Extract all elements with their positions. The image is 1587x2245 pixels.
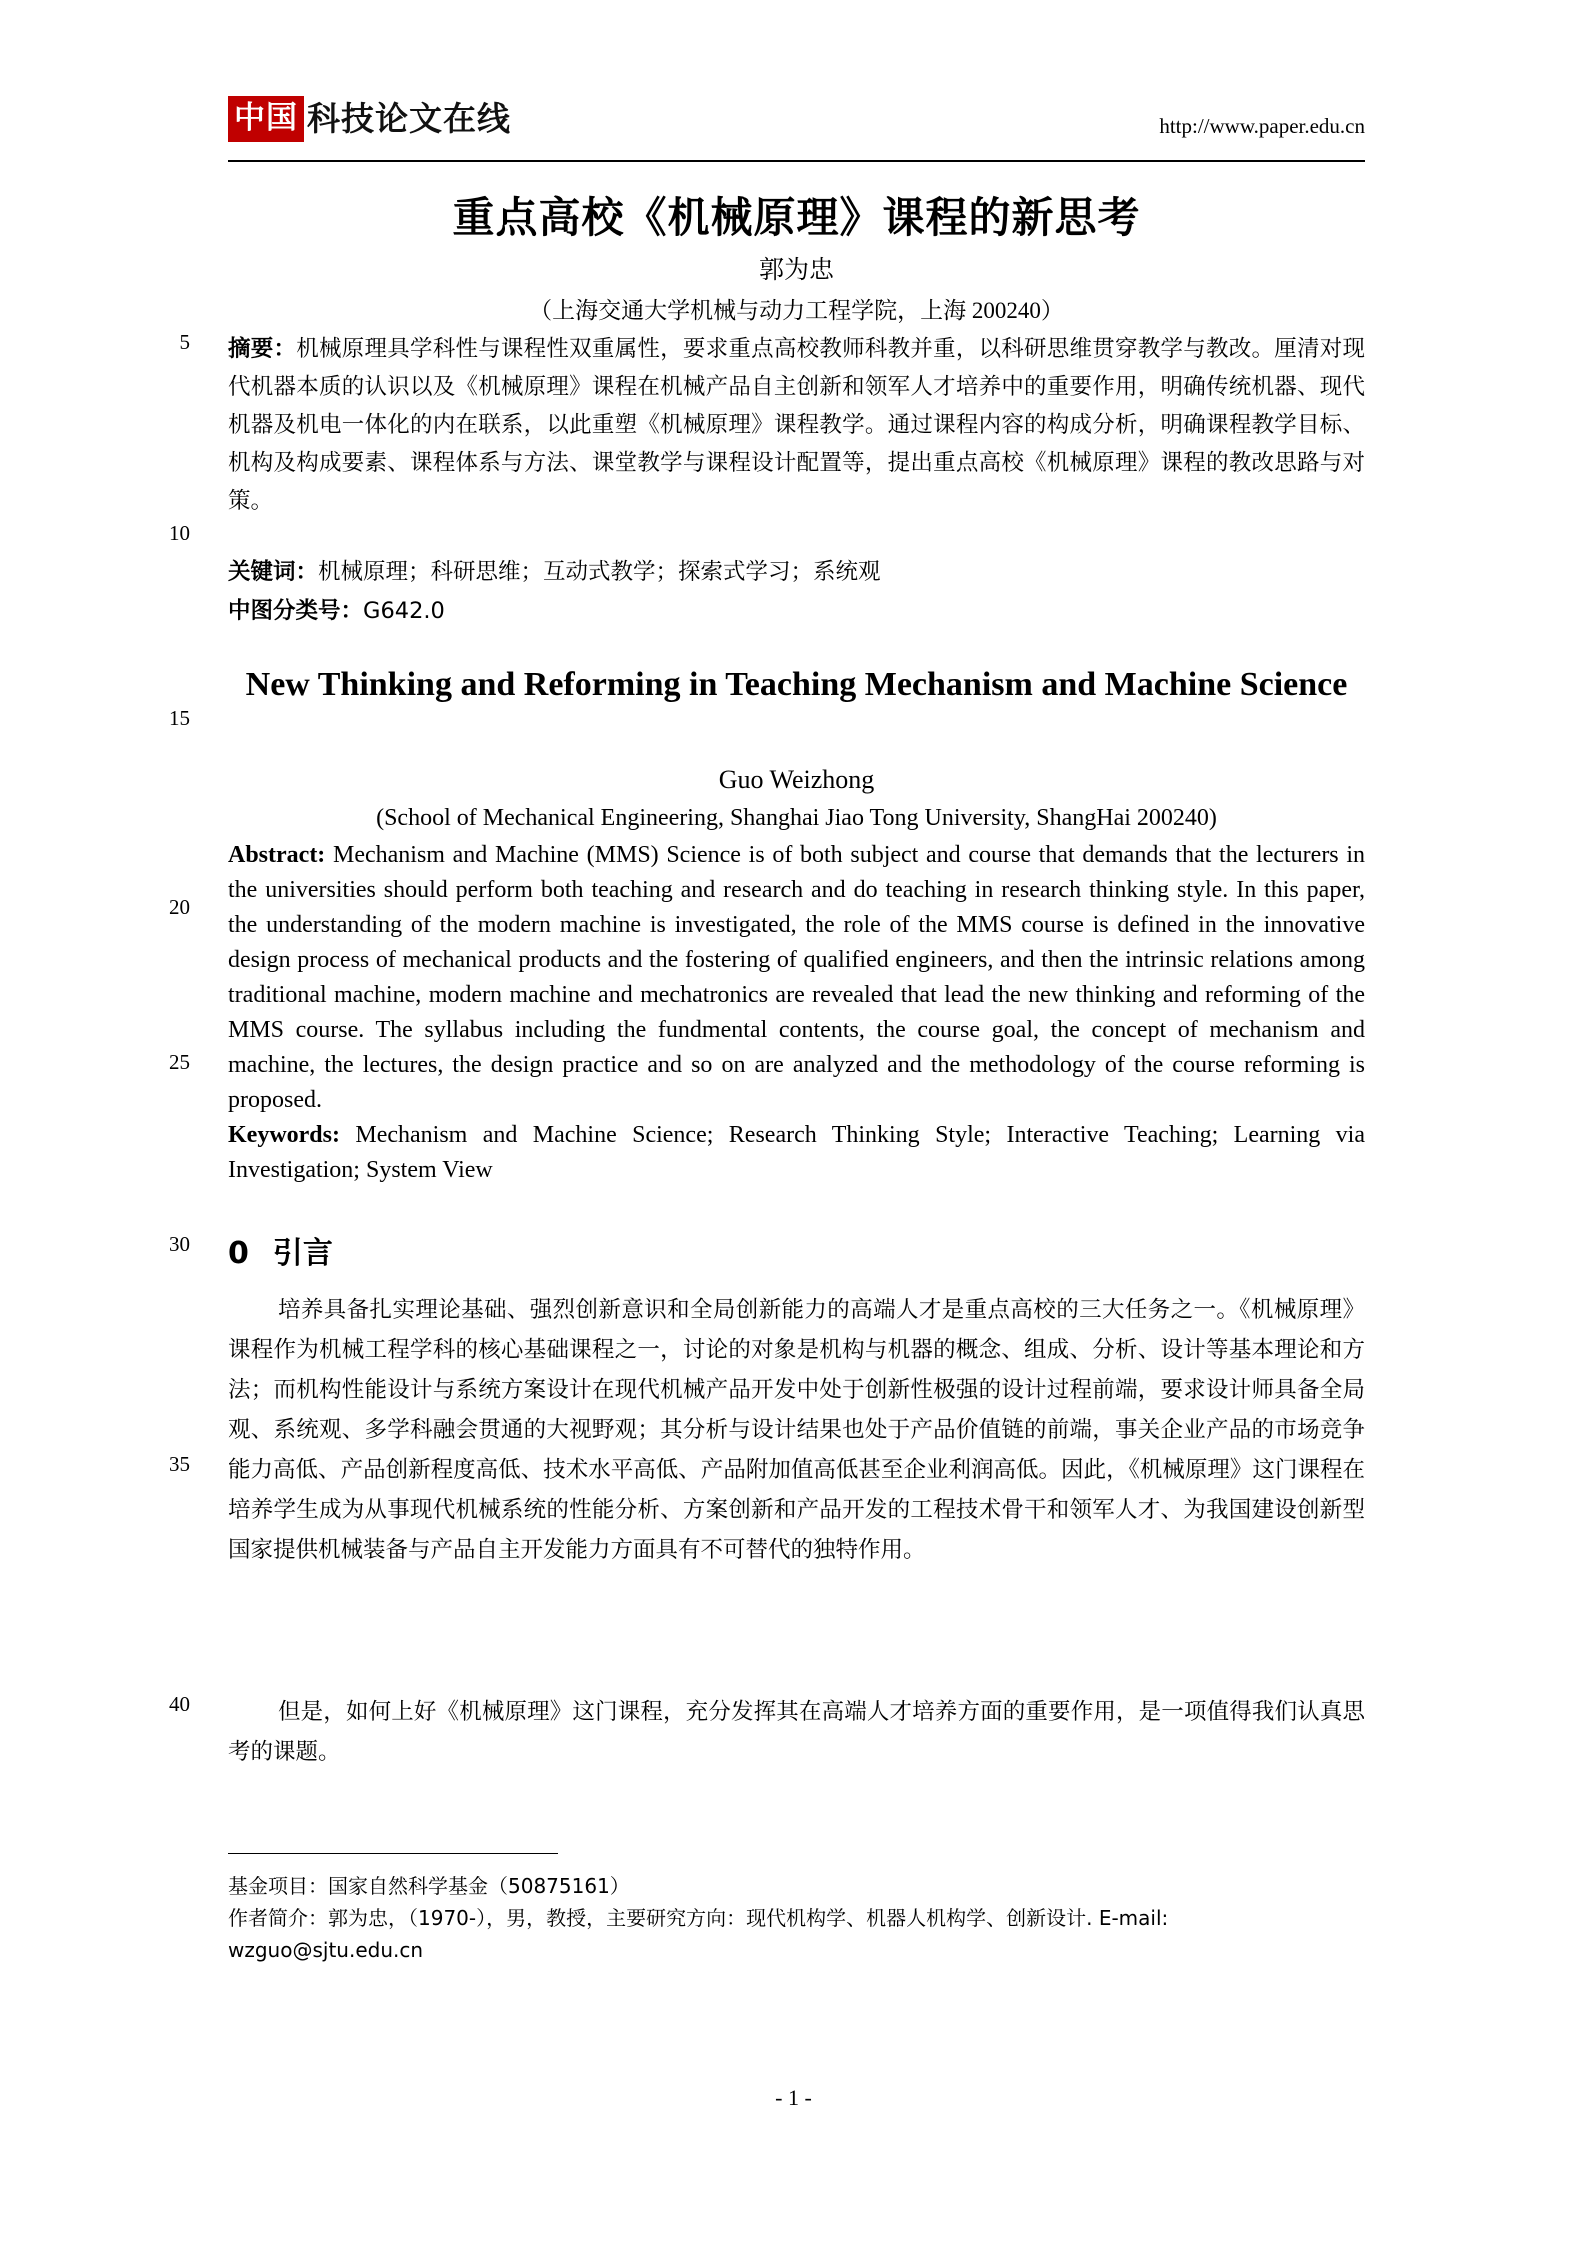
line-number: 40 [169,1692,190,1716]
footnote [228,1870,1365,1966]
page-header [228,96,1365,156]
line-number: 5 [179,330,190,354]
affiliation-cn: （上海交通大学机械与动力工程学院，上海 200240） [529,298,1064,323]
line-number: 35 [169,1452,190,1476]
footnote-fund-label: 基金项目： [228,1874,328,1898]
author-cn: 郭为忠 [758,257,834,284]
abstract-en-label: Abstract: [228,842,326,868]
page-number: - 1 - [775,2085,812,2110]
line-number: 30 [169,1232,190,1256]
page-title: 重点高校《机械原理》课程的新思考 [452,193,1141,242]
title-en: New Thinking and Reforming in Teaching Mechanism and Machine Science [245,666,1348,703]
footnote-fund-text: 国家自然科学基金（50875161） [328,1874,630,1898]
keywords-cn-label: 关键词： [228,559,319,585]
abstract-en-text: Mechanism and Machine (MMS) Science is of both subject and course that demands that the lecturers in the universities should perform both teaching and research and do teaching in research thinking style. In this paper, the understanding of the modern machine is investigated, the role of the MMS course is defined in the innovative design process of mechanical products and the fostering of qualified engineers, and then the intrinsic relations among traditional machine, modern machine and mechatronics are revealed that lead the new thinking and reforming of the MMS course. The syllabus including the fundmental contents, the course goal, the concept of mechanism and machine, the lectures, the design practice and so on are analyzed and the methodology of the course reforming is proposed. [228,842,1365,1113]
section-number: 0 [228,1236,249,1271]
site-url: http://www.paper.edu.cn [1159,114,1365,138]
header-divider [228,160,1365,162]
clc-number [228,592,1365,630]
keywords-cn-text: 机械原理；科研思维；互动式教学；探索式学习；系统观 [318,559,881,585]
keywords-en [228,1118,1365,1188]
footnote-divider [228,1853,558,1854]
section-title: 引言 [272,1236,333,1271]
body-paragraph: 培养具备扎实理论基础、强烈创新意识和全局创新能力的高端人才是重点高校的三大任务之一。《机械原理》课程作为机械工程学科的核心基础课程之一，讨论的对象是机构与机器的概念、组成、分析、设计等基本理论和方法；而机构性能设计与系统方案设计在现代机械产品开发中处于创新性极强的设计过程前端，要求设计师具备全局观、系统观、多学科融会贯通的大视野观；其分析与设计结果也处于产品价值链的前端，事关企业产品的市场竞争能力高低、产品创新程度高低、技术水平高低、产品附加值高低甚至企业利润高低。因此，《机械原理》这门课程在培养学生成为从事现代机械系统的性能分析、方案创新和产品开发的工程技术骨干和领军人才、为我国建设创新型国家提供机械装备与产品自主开发能力方面具有不可替代的独特作用。 [228,1297,1365,1563]
clc-value: G642.0 [363,598,445,624]
keywords-en-label: Keywords: [228,1122,340,1148]
line-number: 20 [169,895,190,919]
abstract-en [228,838,1365,1118]
section-heading [228,1228,1365,1272]
logo-badge: 中国 [228,96,304,142]
abstract-cn-text: 机械原理具学科性与课程性双重属性，要求重点高校教师科教并重，以科研思维贯穿教学与教改。厘清对现代机器本质的认识以及《机械原理》课程在机械产品自主创新和领军人才培养中的重要作用，明确传统机器、现代机器及机电一体化的内在联系，以此重塑《机械原理》课程教学。通过课程内容的构成分析，明确课程教学目标、机构及构成要素、课程体系与方法、课堂教学与课程设计配置等，提出重点高校《机械原理》课程的教改思路与对策。 [228,336,1365,514]
body-paragraph: 但是，如何上好《机械原理》这门课程，充分发挥其在高端人才培养方面的重要作用，是一项值得我们认真思考的课题。 [228,1699,1365,1765]
clc-label: 中图分类号： [228,598,364,624]
site-logo [228,96,511,142]
keywords-en-text: Mechanism and Machine Science; Research Thinking Style; Interactive Teaching; Learning via Investigation; System View [228,1122,1365,1183]
line-number: 25 [169,1050,190,1074]
line-number: 10 [169,521,190,545]
keywords-cn [228,553,1365,591]
footnote-fund-line [228,1870,1365,1902]
logo-text: 科技论文在线 [307,99,511,138]
footnote-bio-text: 郭为忠，（1970-），男，教授，主要研究方向：现代机构学、机器人机构学、创新设计. E-mail: wzguo@sjtu.edu.cn [228,1906,1169,1962]
line-number: 15 [169,706,190,730]
affiliation-en: (School of Mechanical Engineering, Shanghai Jiao Tong University, ShangHai 200240) [376,805,1217,831]
author-en: Guo Weizhong [718,765,875,794]
footnote-bio-line [228,1902,1365,1966]
abstract-cn [228,330,1365,520]
abstract-cn-label: 摘要： [228,336,297,362]
footnote-bio-label: 作者简介： [228,1906,328,1930]
